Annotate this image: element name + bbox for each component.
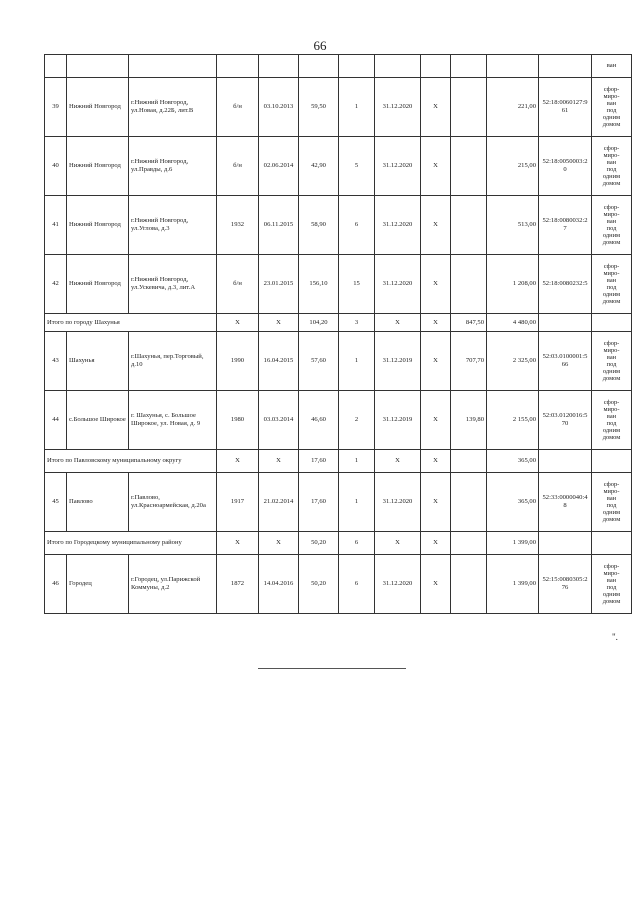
people-cell: 1	[339, 78, 375, 137]
table-row	[45, 137, 632, 196]
total-label: Итого по Городецкому муниципальному району	[45, 532, 217, 555]
status-line: миро-	[603, 406, 620, 413]
area-cell: 50,20	[299, 555, 339, 614]
status-cell	[592, 137, 632, 196]
settlement-cell: с.Большое Широкое	[67, 391, 129, 450]
total-label: Итого по городу Шахунья	[45, 314, 217, 332]
mark-cell: Х	[421, 255, 451, 314]
cost-cell: 513,00	[487, 196, 539, 255]
table-row-continuation	[45, 55, 632, 78]
status-line: одним	[602, 291, 621, 298]
status-line: сфор-	[603, 340, 620, 347]
status-line: сфор-	[603, 263, 620, 270]
people-cell: 1	[339, 332, 375, 391]
status-line: под	[606, 166, 617, 173]
total-row	[45, 450, 632, 473]
cadastral-number: 52:33:0000040:48	[542, 494, 588, 509]
area-cell: 46,60	[299, 391, 339, 450]
date-cell: 03.10.2013	[259, 78, 299, 137]
status-line: одним	[602, 509, 621, 516]
status-line: одним	[602, 427, 621, 434]
row-number: 42	[45, 255, 67, 314]
value-cell: 707,70	[451, 332, 487, 391]
status-line: домом	[602, 121, 621, 128]
year-cell: Х	[217, 314, 259, 332]
status-line: домом	[602, 298, 621, 305]
status-line: под	[606, 361, 617, 368]
year-cell: 1932	[217, 196, 259, 255]
status-line: миро-	[603, 152, 620, 159]
cost-cell: 215,00	[487, 137, 539, 196]
cost-cell: 365,00	[487, 473, 539, 532]
address-cell: г.Нижний Новгород, ул.Новая, д.22Б, лит.В	[129, 78, 217, 137]
deadline-cell: Х	[375, 450, 421, 473]
area-cell: 17,60	[299, 473, 339, 532]
deadline-cell: 31.12.2020	[375, 555, 421, 614]
status-cell	[592, 555, 632, 614]
cadastral-number: 52:18:0060127:961	[542, 99, 588, 114]
total-row	[45, 314, 632, 332]
status-line: под	[606, 284, 617, 291]
status-line: сфор-	[603, 204, 620, 211]
status-line: одним	[602, 173, 621, 180]
value-cell	[451, 450, 487, 473]
total-label: Итого по Павловскому муниципальному округу	[45, 450, 217, 473]
settlement-cell: Шахунья	[67, 332, 129, 391]
total-row	[45, 532, 632, 555]
address-cell: г.Шахунья, пер.Торговый, д.10	[129, 332, 217, 391]
year-cell: Х	[217, 532, 259, 555]
deadline-cell: 31.12.2019	[375, 391, 421, 450]
table-row	[45, 255, 632, 314]
row-number: 39	[45, 78, 67, 137]
status-line: миро-	[603, 347, 620, 354]
table-row	[45, 196, 632, 255]
row-number: 43	[45, 332, 67, 391]
table-row	[45, 332, 632, 391]
status-line: ван	[606, 354, 617, 361]
status-line: ван	[606, 413, 617, 420]
people-cell: 15	[339, 255, 375, 314]
status-line: домом	[602, 375, 621, 382]
address-cell: г.Павлово, ул.Красноармейская, д.20а	[129, 473, 217, 532]
settlement-cell: Нижний Новгород	[67, 255, 129, 314]
row-number: 46	[45, 555, 67, 614]
value-cell	[451, 196, 487, 255]
cost-cell: 4 480,00	[487, 314, 539, 332]
status-line: ван	[606, 277, 617, 284]
settlement-cell: Нижний Новгород	[67, 196, 129, 255]
cost-cell: 2 155,00	[487, 391, 539, 450]
people-cell: 3	[339, 314, 375, 332]
status-line: под	[606, 420, 617, 427]
address-cell: г.Нижний Новгород, ул.Правды, д.6	[129, 137, 217, 196]
address-cell: г. Шахунья, с. Большое Широкое, ул. Новая, д. 9	[129, 391, 217, 450]
registry-table	[44, 54, 632, 614]
value-cell	[451, 255, 487, 314]
people-cell: 6	[339, 532, 375, 555]
page-number: 66	[313, 38, 327, 53]
people-cell: 6	[339, 555, 375, 614]
year-cell: 1872	[217, 555, 259, 614]
deadline-cell: 31.12.2020	[375, 137, 421, 196]
status-line: одним	[602, 368, 621, 375]
closing-quote: ".	[612, 632, 618, 642]
cost-cell: 1 399,00	[487, 555, 539, 614]
status-line: сфор-	[603, 145, 620, 152]
mark-cell: Х	[421, 532, 451, 555]
status-line: одним	[602, 232, 621, 239]
cost-cell: 1 399,00	[487, 532, 539, 555]
cadastral-number: 52:18:0080032:27	[542, 217, 588, 232]
deadline-cell: 31.12.2020	[375, 196, 421, 255]
cost-cell: 365,00	[487, 450, 539, 473]
address-cell: г.Городец, ул.Парижской Коммуны, д.2	[129, 555, 217, 614]
deadline-cell: 31.12.2020	[375, 255, 421, 314]
address-cell: г.Нижний Новгород, ул.Ускевича, д.3, лит.А	[129, 255, 217, 314]
year-cell: б/н	[217, 137, 259, 196]
cadastral-cell	[539, 391, 592, 450]
mark-cell: Х	[421, 473, 451, 532]
cadastral-number: 52:03.0120016:570	[542, 412, 588, 427]
cadastral-cell	[539, 137, 592, 196]
status-cell	[592, 78, 632, 137]
year-cell: б/н	[217, 78, 259, 137]
row-number: 45	[45, 473, 67, 532]
status-line: под	[606, 502, 617, 509]
mark-cell: Х	[421, 555, 451, 614]
cadastral-cell	[539, 332, 592, 391]
value-cell: 139,80	[451, 391, 487, 450]
status-line: ван	[606, 159, 617, 166]
status-line: сфор-	[603, 563, 620, 570]
value-cell	[451, 555, 487, 614]
mark-cell: Х	[421, 78, 451, 137]
settlement-cell: Павлово	[67, 473, 129, 532]
mark-cell: Х	[421, 314, 451, 332]
mark-cell: Х	[421, 391, 451, 450]
value-cell	[451, 473, 487, 532]
row-number: 40	[45, 137, 67, 196]
value-cell	[451, 532, 487, 555]
date-cell: 03.03.2014	[259, 391, 299, 450]
footer-divider	[258, 668, 406, 669]
cadastral-cell	[539, 196, 592, 255]
cadastral-number: 52:15:0080305:276	[542, 576, 588, 591]
date-cell: 21.02.2014	[259, 473, 299, 532]
value-cell	[451, 137, 487, 196]
address-cell: г.Нижний Новгород, ул.Углова, д.3	[129, 196, 217, 255]
date-cell: Х	[259, 314, 299, 332]
status-line: одним	[602, 591, 621, 598]
year-cell: 1990	[217, 332, 259, 391]
status-line: домом	[602, 239, 621, 246]
row-number: 44	[45, 391, 67, 450]
year-cell: Х	[217, 450, 259, 473]
status-line: миро-	[603, 270, 620, 277]
people-cell: 1	[339, 450, 375, 473]
people-cell: 2	[339, 391, 375, 450]
status-line: под	[606, 584, 617, 591]
deadline-cell: Х	[375, 314, 421, 332]
status-line: под	[606, 225, 617, 232]
status-line: миро-	[603, 570, 620, 577]
status-line: домом	[602, 180, 621, 187]
status-line: сфор-	[603, 481, 620, 488]
people-cell: 6	[339, 196, 375, 255]
deadline-cell: 31.12.2020	[375, 78, 421, 137]
cost-cell: 221,00	[487, 78, 539, 137]
mark-cell: Х	[421, 196, 451, 255]
mark-cell: Х	[421, 137, 451, 196]
area-cell: 42,90	[299, 137, 339, 196]
settlement-cell: Нижний Новгород	[67, 137, 129, 196]
cadastral-cell	[539, 473, 592, 532]
area-cell: 59,50	[299, 78, 339, 137]
date-cell: 23.01.2015	[259, 255, 299, 314]
cadastral-number: 52:18:0080232:5	[542, 280, 588, 287]
date-cell: Х	[259, 532, 299, 555]
cadastral-number: 52:18:0050003:20	[542, 158, 588, 173]
status-line: ван	[606, 218, 617, 225]
table-row	[45, 391, 632, 450]
deadline-cell: Х	[375, 532, 421, 555]
status-line: домом	[602, 598, 621, 605]
status-cell	[592, 196, 632, 255]
date-cell: 16.04.2015	[259, 332, 299, 391]
status-line: домом	[602, 516, 621, 523]
table-row	[45, 78, 632, 137]
table-row	[45, 555, 632, 614]
status-line: миро-	[603, 211, 620, 218]
date-cell: 06.11.2015	[259, 196, 299, 255]
status-line: ван	[606, 577, 617, 584]
area-cell: 50,20	[299, 532, 339, 555]
status-line: под	[606, 107, 617, 114]
settlement-cell: Городец	[67, 555, 129, 614]
table-row	[45, 473, 632, 532]
date-cell: 02.06.2014	[259, 137, 299, 196]
status-line: одним	[602, 114, 621, 121]
value-cell: 847,50	[451, 314, 487, 332]
status-cell: ван	[592, 55, 632, 78]
status-cell	[592, 332, 632, 391]
mark-cell: Х	[421, 450, 451, 473]
date-cell: 14.04.2016	[259, 555, 299, 614]
date-cell: Х	[259, 450, 299, 473]
area-cell: 156,10	[299, 255, 339, 314]
area-cell: 58,90	[299, 196, 339, 255]
deadline-cell: 31.12.2019	[375, 332, 421, 391]
year-cell: 1917	[217, 473, 259, 532]
status-line: миро-	[603, 93, 620, 100]
area-cell: 57,60	[299, 332, 339, 391]
status-line: миро-	[603, 488, 620, 495]
cost-cell: 1 208,00	[487, 255, 539, 314]
status-line: сфор-	[603, 399, 620, 406]
area-cell: 104,20	[299, 314, 339, 332]
cadastral-cell	[539, 555, 592, 614]
status-cell	[592, 255, 632, 314]
row-number: 41	[45, 196, 67, 255]
settlement-cell: Нижний Новгород	[67, 78, 129, 137]
value-cell	[451, 78, 487, 137]
status-line: домом	[602, 434, 621, 441]
cost-cell: 2 325,00	[487, 332, 539, 391]
status-line: ван	[606, 495, 617, 502]
area-cell: 17,60	[299, 450, 339, 473]
status-cell	[592, 473, 632, 532]
mark-cell: Х	[421, 332, 451, 391]
people-cell: 1	[339, 473, 375, 532]
cadastral-number: 52:03.0100001:566	[542, 353, 588, 368]
status-line: сфор-	[603, 86, 620, 93]
people-cell: 5	[339, 137, 375, 196]
deadline-cell: 31.12.2020	[375, 473, 421, 532]
cadastral-cell	[539, 78, 592, 137]
status-line: ван	[606, 100, 617, 107]
year-cell: 1980	[217, 391, 259, 450]
year-cell: б/н	[217, 255, 259, 314]
cadastral-cell	[539, 255, 592, 314]
status-cell	[592, 391, 632, 450]
